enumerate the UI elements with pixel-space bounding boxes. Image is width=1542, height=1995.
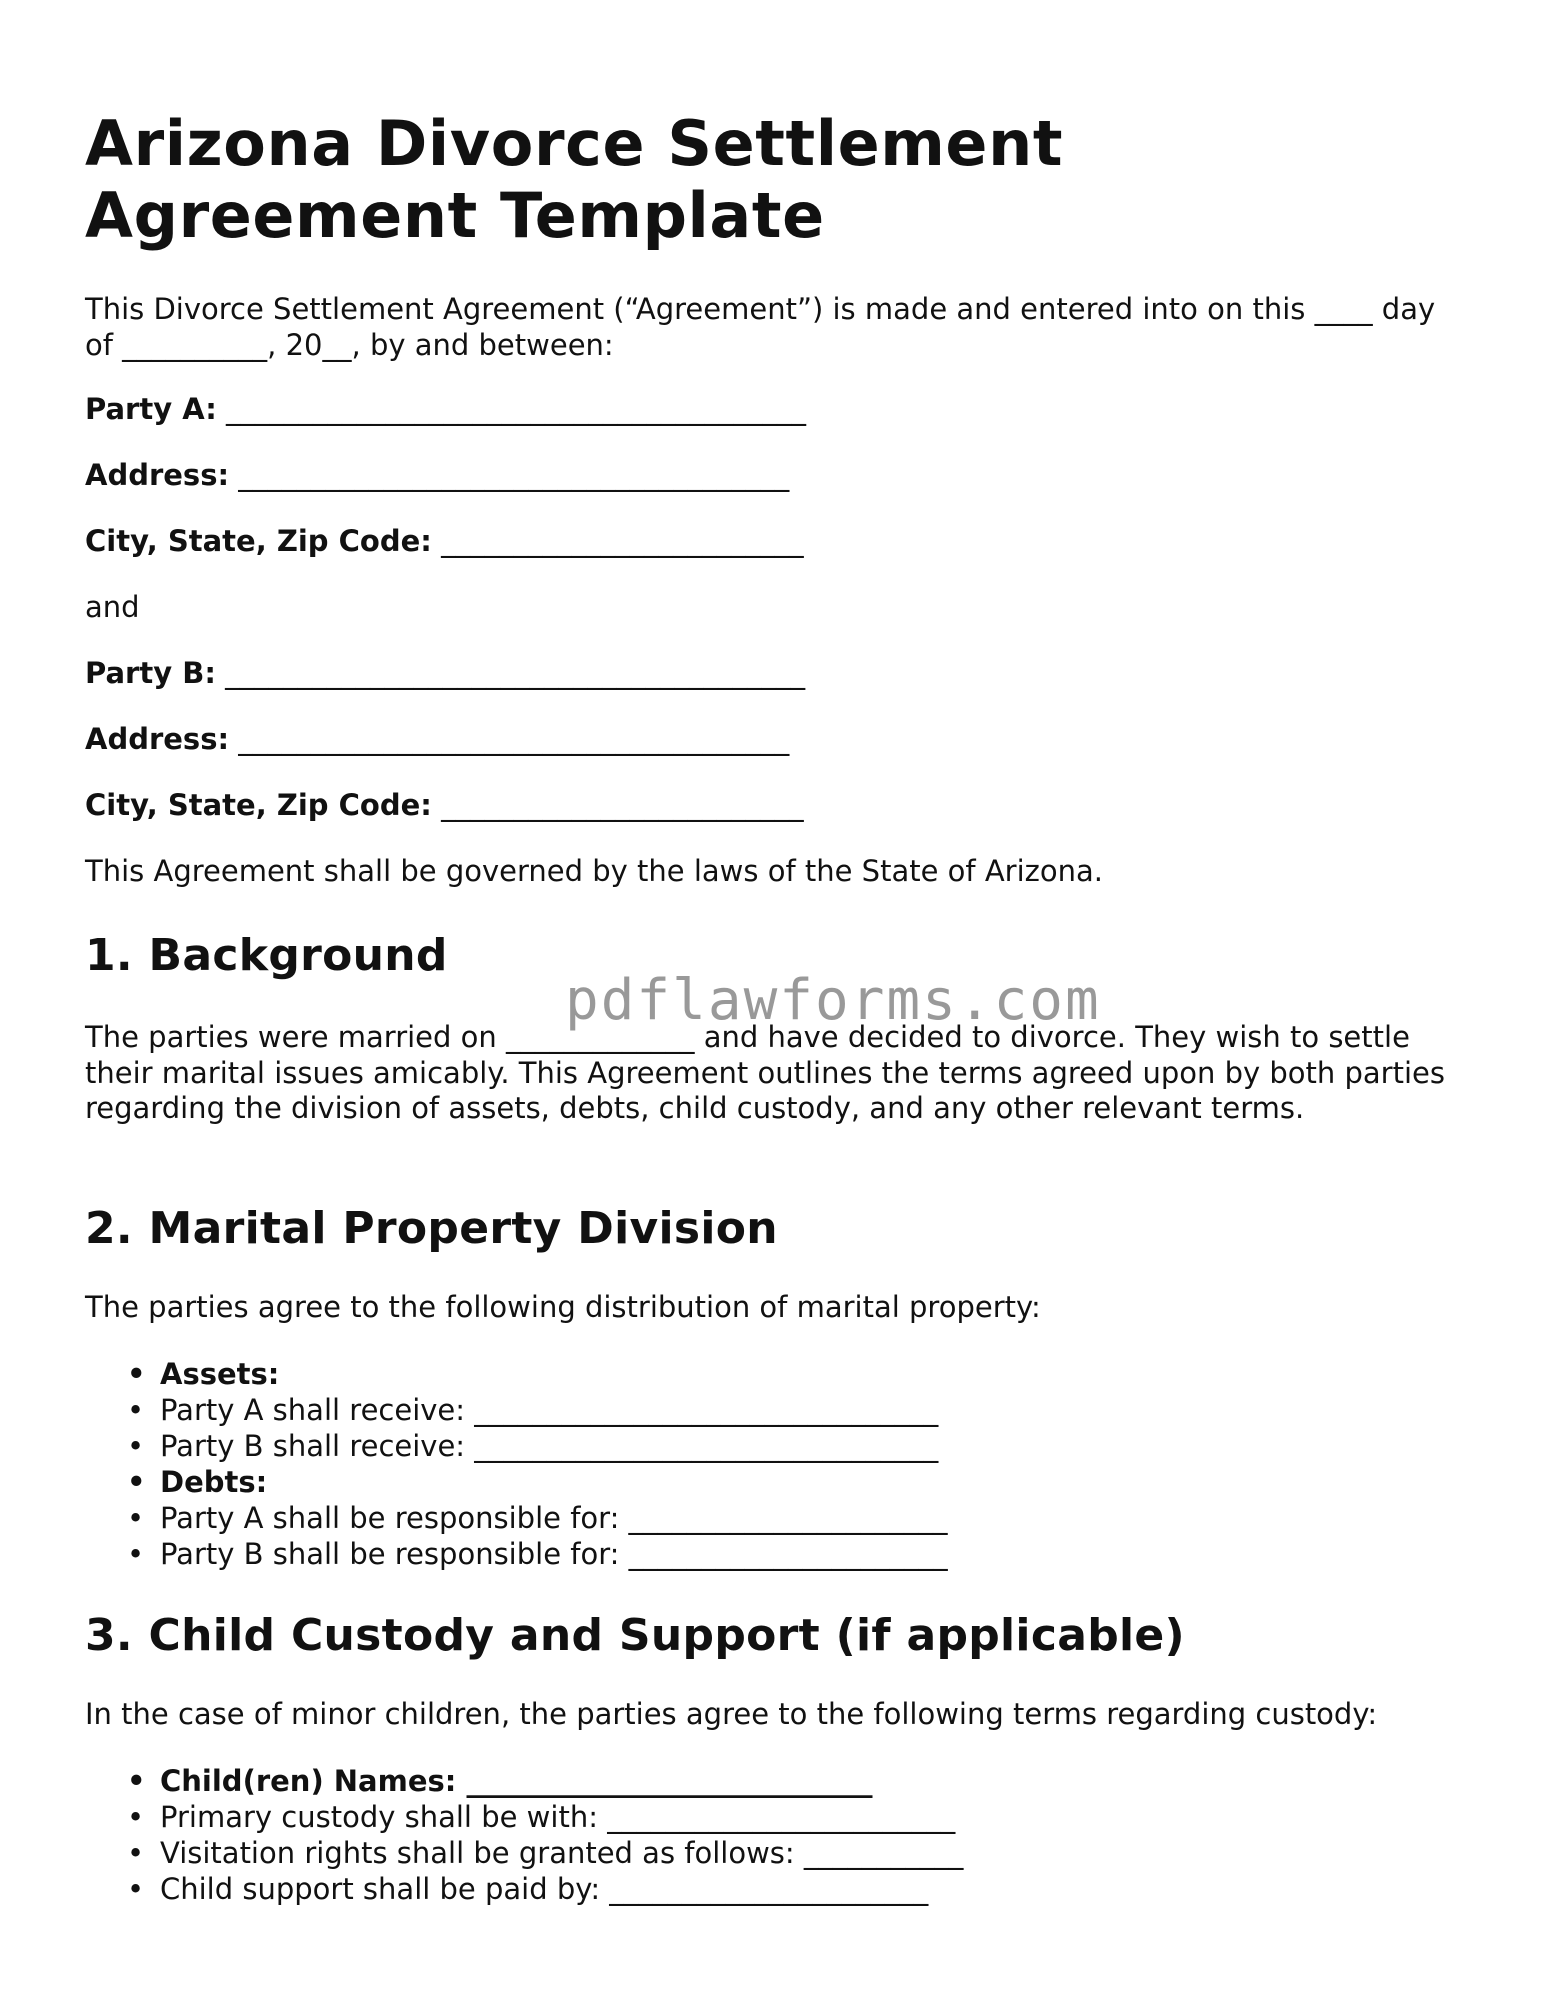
party-a-city-label: City, State, Zip Code:: [85, 524, 432, 558]
party-a-address-label: Address:: [85, 458, 230, 492]
party-b-city-field: [85, 788, 804, 823]
list-item[interactable]: • Party B shall receive: ________________________________: [85, 1428, 948, 1464]
list-item[interactable]: • Primary custody shall be with: ________________________: [85, 1799, 963, 1835]
party-b-name-blank[interactable]: ________________________________________: [225, 656, 806, 690]
party-a-address-blank[interactable]: ______________________________________: [238, 458, 790, 492]
party-a-city-field: [85, 524, 804, 559]
section-custody-text: In the case of minor children, the parties agree to the following terms regarding custody:: [85, 1697, 1378, 1731]
section-background-text: The parties were married on _____________ and have decided to divorce. They wish to settle their marital issues amicably. This Agreement outlines the terms agreed upon by both parties regarding the division of assets, debts, child custody, and any other relevant terms.: [85, 1020, 1445, 1125]
governing-law-text: This Agreement shall be governed by the laws of the State of Arizona.: [85, 854, 1103, 888]
custody-list: [85, 1763, 963, 1907]
intro-paragraph: This Divorce Settlement Agreement (“Agreement”) is made and entered into on this ____ day of __________, 20__, by and between:: [85, 292, 1436, 362]
list-item-debts: • Debts:: [85, 1464, 948, 1500]
list-item-children-names[interactable]: • Child(ren) Names: ____________________________: [85, 1763, 963, 1799]
party-a-name-blank[interactable]: ________________________________________: [226, 392, 807, 426]
list-item[interactable]: • Visitation rights shall be granted as follows: ___________: [85, 1835, 963, 1871]
and-text: and: [85, 590, 140, 624]
property-list: [85, 1356, 948, 1572]
watermark: pdflawforms.com: [565, 968, 1101, 1033]
list-item-assets: • Assets:: [85, 1356, 948, 1392]
list-item[interactable]: • Party A shall receive: ________________________________: [85, 1392, 948, 1428]
party-b-city-label: City, State, Zip Code:: [85, 788, 432, 822]
list-item[interactable]: • Child support shall be paid by: ______________________: [85, 1871, 963, 1907]
party-b-address-label: Address:: [85, 722, 230, 756]
party-a-name-field: [85, 392, 806, 427]
party-b-address-field: [85, 722, 789, 757]
section-property-heading: 2. Marital Property Division: [85, 1203, 778, 1254]
party-a-name-label: Party A:: [85, 392, 217, 426]
party-b-address-blank[interactable]: ______________________________________: [238, 722, 790, 756]
party-a-address-field: [85, 458, 789, 493]
section-background-heading: 1. Background: [85, 930, 448, 981]
document-title: Arizona Divorce Settlement Agreement Template: [85, 107, 1064, 252]
list-item[interactable]: • Party B shall be responsible for: ______________________: [85, 1536, 948, 1572]
party-b-name-label: Party B:: [85, 656, 216, 690]
party-a-city-blank[interactable]: _________________________: [441, 524, 804, 558]
list-item[interactable]: • Party A shall be responsible for: ______________________: [85, 1500, 948, 1536]
section-property-text: The parties agree to the following distribution of marital property:: [85, 1290, 1041, 1324]
section-custody-heading: 3. Child Custody and Support (if applicable): [85, 1610, 1185, 1661]
party-b-name-field: [85, 656, 805, 691]
party-b-city-blank[interactable]: _________________________: [441, 788, 804, 822]
